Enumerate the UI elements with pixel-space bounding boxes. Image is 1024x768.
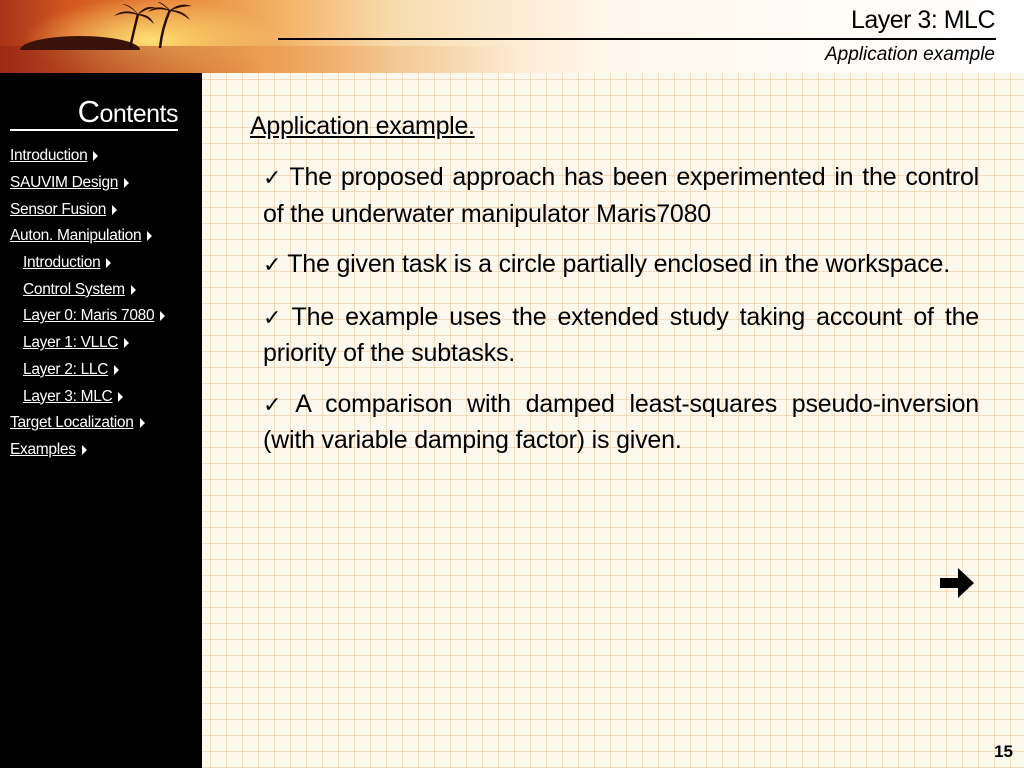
sidebar-title-initial: C <box>77 94 100 129</box>
nav-item-label: Examples <box>10 440 76 458</box>
nav-subitem-layer-0[interactable] <box>0 303 202 330</box>
bullet-item <box>263 247 979 284</box>
nav-item-label: Layer 3: MLC <box>23 387 113 405</box>
checkmark-icon: ✓ <box>263 166 284 191</box>
triangle-right-icon <box>124 338 129 348</box>
triangle-right-icon <box>93 151 98 161</box>
checkmark-icon: ✓ <box>263 253 282 278</box>
sidebar-nav <box>0 143 202 463</box>
nav-item-label: Layer 1: VLLC <box>23 334 119 352</box>
header-rule <box>278 38 996 40</box>
right-arrow-icon[interactable] <box>938 566 976 600</box>
triangle-right-icon <box>82 445 87 455</box>
nav-item-label: SAUVIM Design <box>10 174 119 192</box>
nav-item-label: Layer 0: Maris 7080 <box>23 307 155 325</box>
bullet-text: The example uses the extended study taking account of the priority of the subtasks. <box>263 302 980 367</box>
bullet-item <box>263 160 979 231</box>
sea-image <box>0 46 520 73</box>
triangle-right-icon <box>140 418 145 428</box>
nav-subitem-layer-1[interactable] <box>0 330 202 357</box>
nav-subitem-layer-2[interactable] <box>0 357 202 384</box>
slide-title: Layer 3: MLC <box>850 6 995 34</box>
nav-item-label: Introduction <box>10 147 88 165</box>
bullet-item <box>263 300 979 371</box>
checkmark-icon: ✓ <box>263 305 286 331</box>
nav-item-label: Sensor Fusion <box>10 200 107 218</box>
nav-item-introduction[interactable] <box>0 143 202 170</box>
checkmark-icon: ✓ <box>263 392 290 418</box>
triangle-right-icon <box>118 392 123 402</box>
bullet-text: The proposed approach has been experimented in the control of the underwater manipulator Maris7080 <box>263 163 979 228</box>
content-heading: Application example. <box>250 112 475 140</box>
palm-trees-image <box>90 2 200 50</box>
nav-item-label: Control System <box>23 280 125 298</box>
bullet-list <box>263 160 979 474</box>
triangle-right-icon <box>124 178 129 188</box>
nav-item-label: Target Localization <box>10 414 134 432</box>
nav-item-label: Layer 2: LLC <box>23 360 109 378</box>
nav-subitem-control-system[interactable] <box>0 276 202 303</box>
triangle-right-icon <box>160 311 165 321</box>
nav-item-target-localization[interactable] <box>0 410 202 437</box>
sidebar-title-rest: ontents <box>99 100 178 128</box>
nav-item-auton-manipulation[interactable] <box>0 223 202 250</box>
bullet-text: The given task is a circle partially enclosed in the workspace. <box>287 250 950 278</box>
nav-item-sensor-fusion[interactable] <box>0 196 202 223</box>
nav-item-sauvim-design[interactable] <box>0 170 202 197</box>
header-banner <box>0 0 1024 73</box>
page-number: 15 <box>994 742 1013 761</box>
bullet-item <box>263 387 979 458</box>
bullet-text: A comparison with damped least-squares pseudo-inversion (with variable damping factor) is given. <box>263 389 979 454</box>
nav-subitem-layer-3[interactable] <box>0 383 202 410</box>
nav-item-label: Auton. Manipulation <box>10 227 142 245</box>
nav-subitem-introduction[interactable] <box>0 250 202 277</box>
triangle-right-icon <box>147 231 152 241</box>
sidebar <box>0 73 202 768</box>
triangle-right-icon <box>131 285 136 295</box>
nav-item-label: Introduction <box>23 254 101 272</box>
triangle-right-icon <box>106 258 111 268</box>
triangle-right-icon <box>112 205 117 215</box>
sidebar-title <box>10 94 178 131</box>
triangle-right-icon <box>114 365 119 375</box>
nav-item-examples[interactable] <box>0 437 202 464</box>
slide-subtitle: Application example <box>824 44 995 65</box>
